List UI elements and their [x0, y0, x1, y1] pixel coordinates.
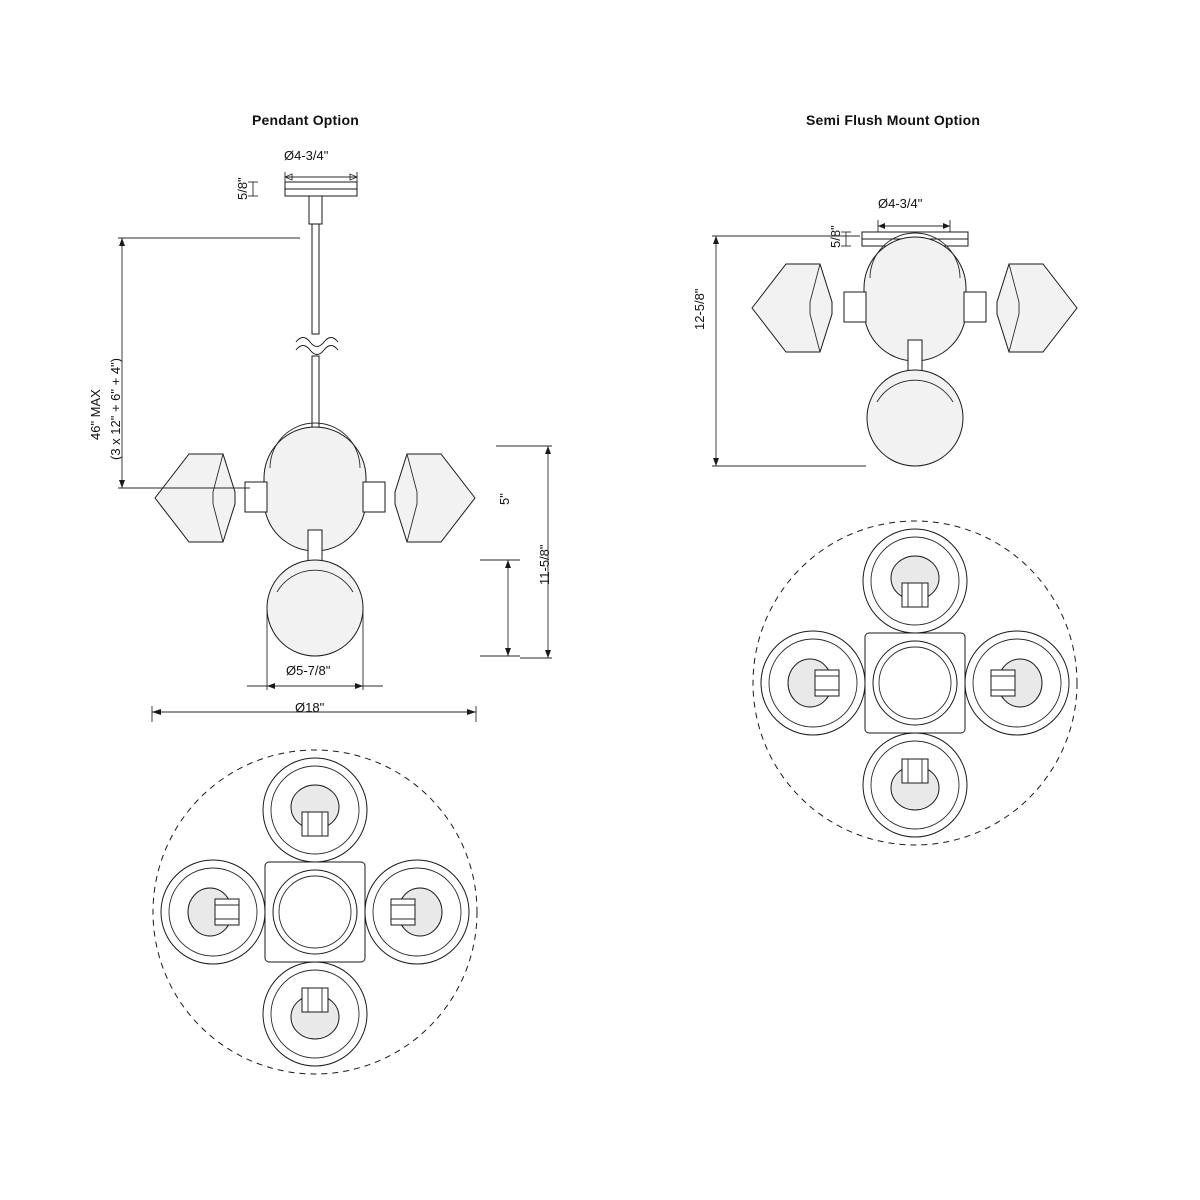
pendant-canopy-height-label: 5/8" [235, 177, 250, 200]
pendant-view-title: Pendant Option [252, 112, 360, 128]
pendant-body-height-label: 11-5/8" [537, 544, 552, 585]
pendant-canopy-diameter-label: Ø4-3/4" [284, 148, 329, 163]
pendant-drop-breakdown-label: (3 x 12" + 6" + 4") [108, 357, 123, 460]
semi-flush-elevation [712, 220, 1077, 466]
pendant-elevation [118, 172, 552, 722]
flush-overall-height-label: 12-5/8" [692, 288, 707, 330]
pendant-drop-max-label: 46" MAX [88, 389, 103, 440]
pendant-overall-diameter-label: Ø18" [295, 700, 325, 715]
semi-flush-plan-view [753, 521, 1077, 845]
pendant-globe-height-label: 5" [497, 493, 512, 505]
semi-flush-view-title: Semi Flush Mount Option [806, 112, 981, 128]
pendant-plan-view [153, 750, 477, 1074]
flush-canopy-height-label: 5/8" [828, 225, 843, 248]
pendant-globe-diameter-label: Ø5-7/8" [286, 663, 331, 678]
flush-canopy-diameter-label: Ø4-3/4" [878, 196, 923, 211]
